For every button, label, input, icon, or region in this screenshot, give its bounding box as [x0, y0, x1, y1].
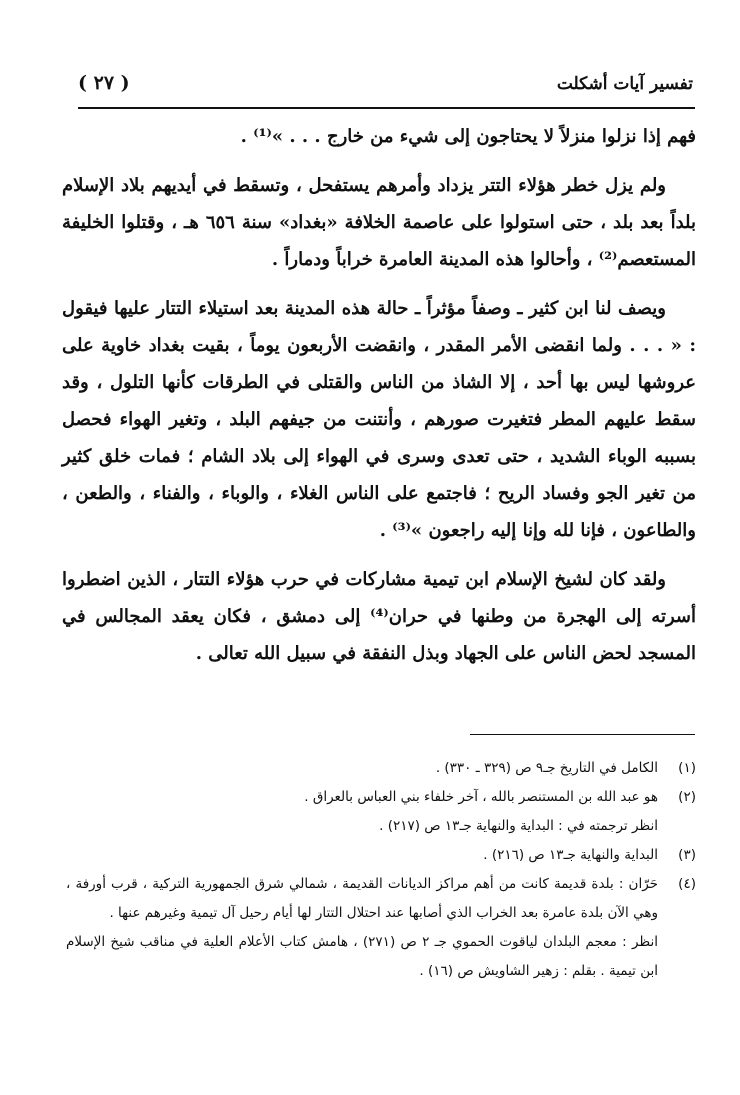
footnote-2-continuation: انظر ترجمته في : البداية والنهاية جـ١٣ ص (٢١٧) . [379, 818, 658, 834]
paragraph: ولقد كان لشيخ الإسلام ابن تيمية مشاركات في حرب هؤلاء التتار ، الذين اضطروا أسرته إلى الهجرة من وطنها في حران⁽⁴⁾ إلى دمشق ، فكان يعقد المجالس في المسجد لحض الناس على الجهاد وبذل النفقة في سبيل الله تعالى . [62, 569, 696, 664]
footnote-number: (٤) [678, 876, 696, 892]
running-header [78, 70, 693, 104]
footnote-1 [66, 754, 696, 783]
footnote-divider [470, 734, 695, 735]
header-title: تفسير آيات أشكلت [556, 74, 693, 94]
footnote-text: البداية والنهاية جـ١٣ ص (٢١٦) . [483, 847, 658, 863]
footnote-number: (٣) [678, 847, 696, 863]
paragraph: ويصف لنا ابن كثير ـ وصفاً مؤثراً ـ حالة هذه المدينة بعد استيلاء التتار عليها فيقول : « . . . ولما انقضى الأمر المقدر ، وانقضت الأربعون يوماً ، بقيت بغداد خاوية على عروشها ليس بها أحد ، إلا الشاذ من الناس والقتلى في الطرقات كأنها التلول ، وقد سقط عليهم المطر فتغيرت صورهم ، وأنتنت من جيفهم البلد ، وتغير الهواء فحصل بسببه الوباء الشديد ، حتى تعدى وسرى في الهواء إلى بلاد الشام ؛ فمات خلق كثير من تغير الجو وفساد الريح ؛ فاجتمع على الناس الغلاء ، والوباء ، والفناء ، والطعن ، والطاعون ، فإنا لله وإنا إليه راجعون »⁽³⁾ . [62, 298, 696, 541]
main-text [62, 118, 696, 684]
footnote-number: (١) [678, 760, 696, 776]
footnote-2 [66, 783, 696, 812]
footnote-4 [66, 870, 696, 928]
page-number: ( ٢٧ ) [78, 72, 130, 94]
footnotes [66, 754, 696, 986]
footnote-4-continuation: انظر : معجم البلدان لياقوت الحموي جـ ٢ ص (٢٧١) ، هامش كتاب الأعلام العلية في مناقب شيخ الإسلام ابن تيمية . بقلم : زهير الشاويش ص (١٦) . [66, 934, 659, 979]
footnote-text: حَرّان : بلدة قديمة كانت من أهم مراكز الديانات القديمة ، شمالي شرق الجمهورية التركية ، قرب أورفة ، وهي الآن بلدة عامرة بعد الخراب الذي أصابها عند احتلال التتار لها أيام رحيل آل تيمية وغيرهم عنها . [66, 876, 658, 921]
footnote-number: (٢) [678, 789, 696, 805]
footnote-text: هو عبد الله بن المستنصر بالله ، آخر خلفاء بني العباس بالعراق . [304, 789, 658, 805]
paragraph: فهم إذا نزلوا منزلاً لا يحتاجون إلى شيء من خارج . . . »⁽¹⁾ . [240, 126, 696, 147]
footnote-text: الكامل في التاريخ جـ٩ ص (٣٢٩ ـ ٣٣٠) . [435, 760, 658, 776]
paragraph: ولم يزل خطر هؤلاء التتر يزداد وأمرهم يستفحل ، وتسقط في أيديهم بلاد الإسلام بلداً بعد بلد ، حتى استولوا على عاصمة الخلافة «بغداد» سنة ٦٥٦ هـ ، وقتلوا الخليفة المستعصم⁽²⁾ ، وأحالوا هذه المدينة العامرة خراباً ودماراً . [62, 175, 696, 270]
header-divider [78, 107, 695, 109]
footnote-3 [66, 841, 696, 870]
